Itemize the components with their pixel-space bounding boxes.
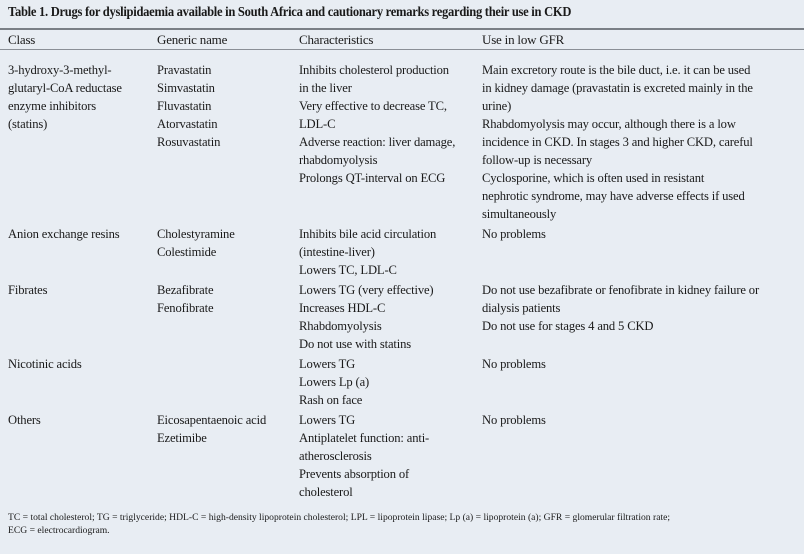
cell-line: Adverse reaction: liver damage, [299, 135, 456, 149]
cell-line: Atorvastatin [157, 117, 218, 131]
cell-line: Main excretory route is the bile duct, i.e. it can be used [482, 63, 751, 77]
cell-line: in the liver [299, 81, 352, 95]
table-row [0, 411, 804, 503]
cell-line: follow-up is necessary [482, 153, 593, 167]
characteristics-cell [299, 51, 482, 225]
header-class: Class [8, 31, 36, 47]
cell-line: incidence in CKD. In stages 3 and higher CKD, careful [482, 135, 753, 149]
cell-line: Prolongs QT-interval on ECG [299, 171, 446, 185]
class-cell [0, 355, 157, 411]
cell-line: Inhibits bile acid circulation [299, 227, 437, 241]
table-title: Table 1. Drugs for dyslipidaemia available in South Africa and cautionary remarks regarding their use in CKD [8, 4, 572, 19]
table-row [0, 225, 804, 281]
cell-line: rhabdomyolysis [299, 153, 378, 167]
cell-line: Fibrates [8, 283, 48, 297]
cell-line: simultaneously [482, 207, 557, 221]
header-characteristics: Characteristics [299, 31, 374, 47]
cell-line: No problems [482, 357, 546, 371]
cell-line: Cholestyramine [157, 227, 235, 241]
cell-line: Rhabdomyolysis may occur, although there is a low [482, 117, 736, 131]
cell-line: Simvastatin [157, 81, 215, 95]
cell-line: LDL-C [299, 117, 336, 131]
drug-table [0, 30, 804, 503]
cell-line: Do not use with statins [299, 337, 411, 351]
cell-line: Colestimide [157, 245, 217, 259]
cell-line: (intestine-liver) [299, 245, 375, 259]
cell-line: Inhibits cholesterol production [299, 63, 449, 77]
cell-line: Lowers TG (very effective) [299, 283, 434, 297]
cell-line: Lowers TG [299, 413, 356, 427]
generic-name-cell [157, 225, 299, 281]
cell-line: Fenofibrate [157, 301, 214, 315]
cell-line: Lowers TC, LDL-C [299, 263, 397, 277]
generic-name-cell [157, 51, 299, 225]
cell-line: Lowers TG [299, 357, 356, 371]
characteristics-cell [299, 355, 482, 411]
class-cell [0, 51, 157, 225]
header-generic-name: Generic name [157, 31, 228, 47]
cell-line: 3-hydroxy-3-methyl- [8, 63, 112, 77]
cell-line: Pravastatin [157, 63, 212, 77]
header-row [0, 30, 804, 51]
cell-line: glutaryl-CoA reductase [8, 81, 122, 95]
use-in-low-gfr-cell [482, 355, 804, 411]
generic-name-cell [157, 281, 299, 355]
table-row [0, 281, 804, 355]
cell-line: Others [8, 413, 41, 427]
generic-name-cell [157, 411, 299, 503]
cell-line: Ezetimibe [157, 431, 207, 445]
cell-line: Prevents absorption of [299, 467, 410, 481]
cell-line: Bezafibrate [157, 283, 214, 297]
header-use-in-low-gfr: Use in low GFR [482, 31, 565, 47]
class-cell [0, 411, 157, 503]
cell-line: Rosuvastatin [157, 135, 221, 149]
footnote [8, 511, 798, 547]
cell-line: Cyclosporine, which is often used in resistant [482, 171, 705, 185]
cell-line: urine) [482, 99, 512, 113]
cell-line: nephrotic syndrome, may have adverse effects if used [482, 189, 745, 203]
cell-line: Fluvastatin [157, 99, 212, 113]
cell-line: enzyme inhibitors [8, 99, 97, 113]
use-in-low-gfr-cell [482, 51, 804, 225]
characteristics-cell [299, 411, 482, 503]
characteristics-cell [299, 281, 482, 355]
footnote-line: TC = total cholesterol; TG = triglyceride; HDL-C = high-density lipoprotein cholesterol; LPL = lipoprotein lipase; Lp (a) = lipoprotein (a); GFR = glomerular filtration rate; [8, 512, 671, 523]
cell-line: Do not use bezafibrate or fenofibrate in kidney failure or [482, 283, 759, 297]
table-row [0, 355, 804, 411]
cell-line: Nicotinic acids [8, 357, 82, 371]
cell-line: Anion exchange resins [8, 227, 120, 241]
cell-line: Very effective to decrease TC, [299, 99, 447, 113]
use-in-low-gfr-cell [482, 225, 804, 281]
cell-line: Rhabdomyolysis [299, 319, 382, 333]
class-cell [0, 225, 157, 281]
cell-line: No problems [482, 227, 546, 241]
class-cell [0, 281, 157, 355]
cell-line: Increases HDL-C [299, 301, 386, 315]
cell-line: Do not use for stages 4 and 5 CKD [482, 319, 654, 333]
cell-line: in kidney damage (pravastatin is excreted mainly in the [482, 81, 753, 95]
cell-line: cholesterol [299, 485, 353, 499]
cell-line: Lowers Lp (a) [299, 375, 370, 389]
footnote-line: ECG = electrocardiogram. [8, 525, 110, 536]
cell-line: No problems [482, 413, 546, 427]
cell-line: Rash on face [299, 393, 363, 407]
cell-line: (statins) [8, 117, 48, 131]
cell-line: Antiplatelet function: anti- [299, 431, 430, 445]
generic-name-cell [157, 355, 299, 411]
use-in-low-gfr-cell [482, 411, 804, 503]
cell-line: dialysis patients [482, 301, 561, 315]
table-row [0, 51, 804, 225]
cell-line: atherosclerosis [299, 449, 372, 463]
cell-line: Eicosapentaenoic acid [157, 413, 267, 427]
use-in-low-gfr-cell [482, 281, 804, 355]
characteristics-cell [299, 225, 482, 281]
